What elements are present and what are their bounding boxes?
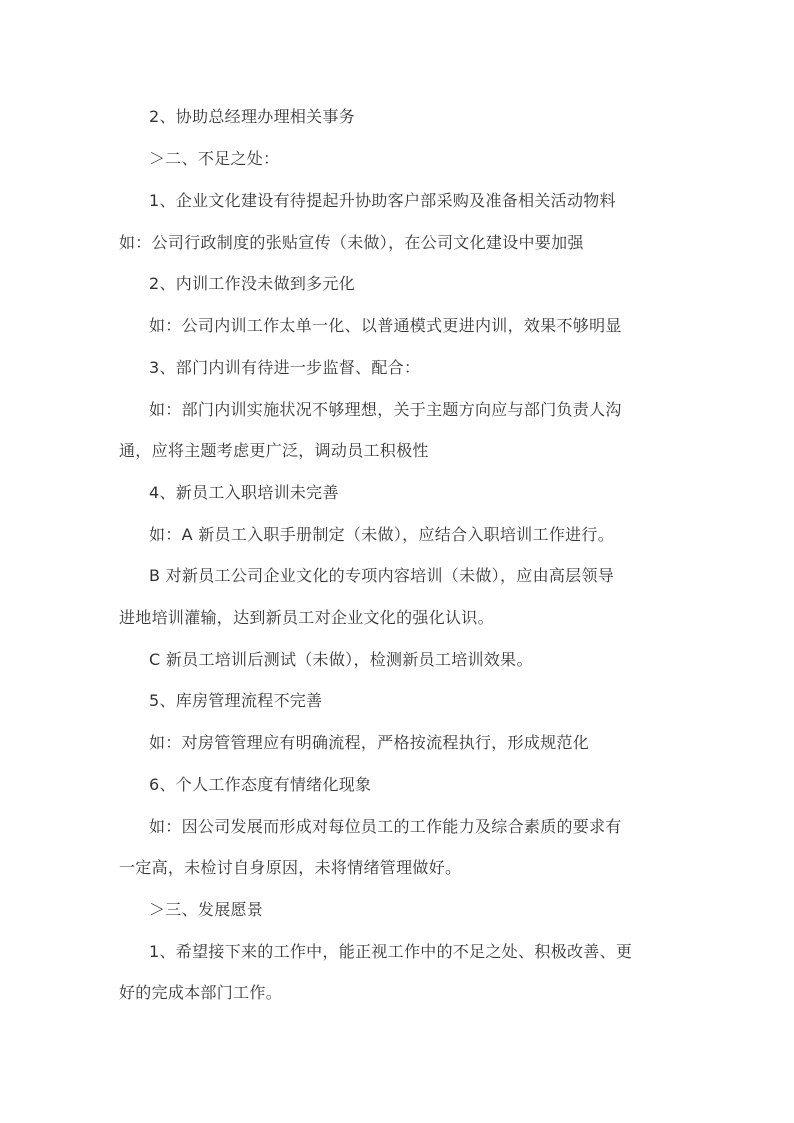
shortcoming-1-example: 如：公司行政制度的张贴宣传（未做），在公司文化建设中要加强 [119, 233, 584, 252]
shortcoming-6-example-line2: 一定高，未检讨自身原因，未将情绪管理做好。 [119, 858, 462, 877]
section-heading-shortcomings: ＞二、不足之处： [149, 149, 280, 168]
shortcoming-6-title: 6、个人工作态度有情绪化现象 [149, 775, 372, 794]
shortcoming-4-item-b-line1: B 对新员工公司企业文化的专项内容培训（未做），应由高层领导 [149, 566, 615, 585]
shortcoming-3-example-line2: 通，应将主题考虑更广泛，调动员工积极性 [119, 441, 429, 460]
vision-1-line2: 好的完成本部门工作。 [119, 983, 283, 1002]
shortcoming-5-title: 5、库房管理流程不完善 [149, 691, 323, 710]
shortcoming-5-example: 如：对房管管理应有明确流程，严格按流程执行，形成规范化 [149, 733, 590, 752]
shortcoming-3-example-line1: 如：部门内训实施状况不够理想，关于主题方向应与部门负责人沟 [149, 400, 622, 419]
shortcoming-6-example-line1: 如：因公司发展而形成对每位员工的工作能力及综合素质的要求有 [149, 817, 622, 836]
shortcoming-4-item-a: 如：A 新员工入职手册制定（未做），应结合入职培训工作进行。 [149, 525, 615, 544]
shortcoming-3-title: 3、部门内训有待进一步监督、配合： [149, 358, 421, 377]
shortcoming-1-title: 1、企业文化建设有待提起升协助客户部采购及准备相关活动物料 [149, 191, 616, 210]
shortcoming-2-title: 2、内训工作没未做到多元化 [149, 274, 356, 293]
section-heading-vision: ＞三、发展愿景 [149, 900, 264, 919]
shortcoming-2-example: 如：公司内训工作太单一化、以普通模式更进内训，效果不够明显 [149, 316, 622, 335]
shortcoming-4-title: 4、新员工入职培训未完善 [149, 483, 339, 502]
vision-1-line1: 1、希望接下来的工作中，能正视工作中的不足之处、积极改善、更 [149, 942, 633, 961]
item-2-assist-gm: 2、协助总经理办理相关事务 [149, 107, 356, 126]
shortcoming-4-item-c: C 新员工培训后测试（未做），检测新员工培训效果。 [149, 650, 533, 669]
shortcoming-4-item-b-line2: 进地培训灌输，达到新员工对企业文化的强化认识。 [119, 608, 494, 627]
